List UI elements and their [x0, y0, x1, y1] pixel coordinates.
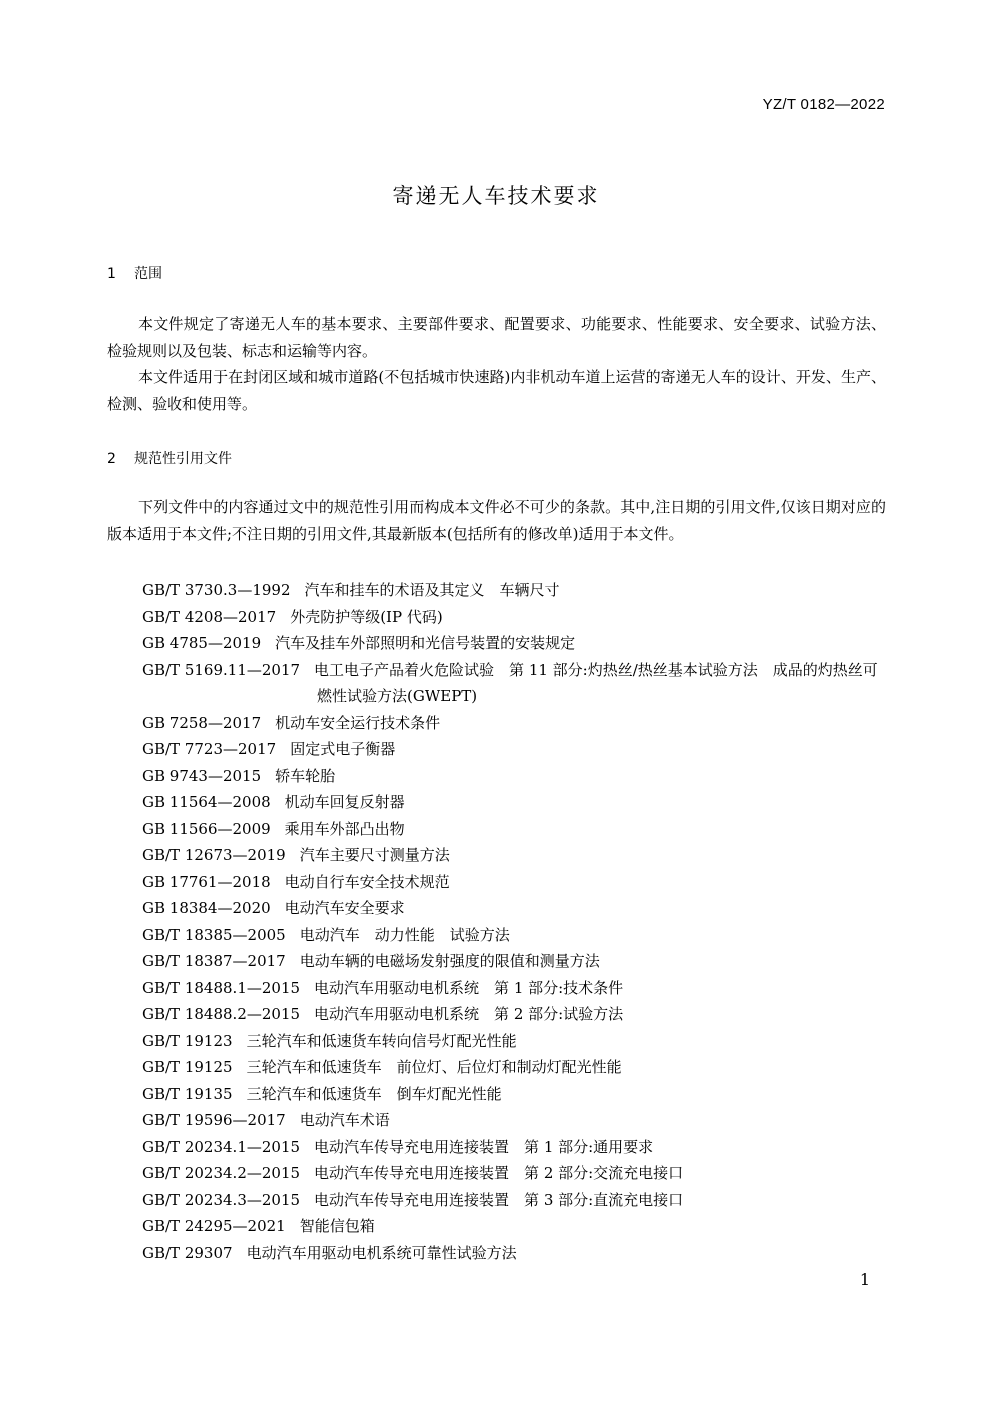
reference-code: GB 18384—2020 — [142, 899, 271, 917]
reference-title: 电动自行车安全技术规范 — [284, 872, 450, 891]
reference-item — [142, 1001, 886, 1028]
reference-title: 电动汽车用驱动电机系统 第 1 部分:技术条件 — [314, 978, 624, 997]
reference-title: 三轮汽车和低速货车 倒车灯配光性能 — [246, 1084, 502, 1103]
reference-item — [142, 1187, 886, 1214]
reference-item — [142, 975, 886, 1002]
reference-code: GB/T 18387—2017 — [142, 952, 286, 970]
reference-item — [142, 816, 886, 843]
scope-paragraph-1: 本文件规定了寄递无人车的基本要求、主要部件要求、配置要求、功能要求、性能要求、安全要求、试验方法、检验规则以及包装、标志和运输等内容。 — [107, 315, 886, 360]
references-intro-paragraph: 下列文件中的内容通过文中的规范性引用而构成本文件必不可少的条款。其中,注日期的引用文件,仅该日期对应的版本适用于本文件;不注日期的引用文件,其最新版本(包括所有的修改单)适用于本文件。 — [107, 498, 886, 543]
reference-code: GB/T 19596—2017 — [142, 1111, 286, 1129]
reference-item — [142, 763, 886, 790]
reference-item — [142, 842, 886, 869]
reference-item — [142, 630, 886, 657]
reference-item — [142, 1240, 886, 1267]
reference-code: GB/T 20234.1—2015 — [142, 1137, 301, 1156]
document-title: 寄递无人车技术要求 — [392, 184, 600, 208]
reference-title: 电动汽车用驱动电机系统可靠性试验方法 — [246, 1243, 517, 1262]
reference-title: 汽车主要尺寸测量方法 — [299, 846, 450, 864]
reference-code: GB/T 20234.3—2015 — [142, 1190, 301, 1209]
normative-references-list — [142, 577, 886, 1266]
section-heading-text: 范围 — [134, 266, 162, 282]
reference-item — [142, 1134, 886, 1161]
reference-title: 汽车和挂车的术语及其定义 车辆尺寸 — [304, 581, 560, 599]
reference-title: 固定式电子衡器 — [290, 740, 396, 758]
reference-title: 电动汽车 动力性能 试验方法 — [299, 925, 510, 944]
reference-code: GB 11564—2008 — [142, 793, 271, 811]
reference-item — [142, 922, 886, 949]
reference-code: GB/T 18488.1—2015 — [142, 978, 301, 997]
section-1-heading — [107, 263, 162, 283]
reference-code: GB/T 3730.3—1992 — [142, 581, 291, 599]
reference-item — [142, 1213, 886, 1240]
section-number: 1 — [107, 266, 116, 282]
scope-paragraph-2: 本文件适用于在封闭区域和城市道路(不包括城市快速路)内非机动车道上运营的寄递无人车的设计、开发、生产、检测、验收和使用等。 — [107, 368, 886, 413]
reference-item — [142, 789, 886, 816]
reference-item — [142, 869, 886, 896]
reference-title: 电动汽车传导充电用连接装置 第 3 部分:直流充电接口 — [314, 1190, 684, 1209]
reference-title: 电动汽车传导充电用连接装置 第 2 部分:交流充电接口 — [314, 1164, 684, 1182]
reference-item — [142, 1081, 886, 1108]
reference-title: 三轮汽车和低速货车转向信号灯配光性能 — [246, 1031, 517, 1050]
reference-title: 三轮汽车和低速货车 前位灯、后位灯和制动灯配光性能 — [246, 1058, 622, 1076]
reference-item — [142, 1107, 886, 1134]
reference-item — [142, 577, 886, 604]
reference-code: GB 17761—2018 — [142, 872, 271, 891]
reference-title: 电动汽车安全要求 — [284, 899, 405, 917]
reference-item — [142, 1054, 886, 1081]
reference-title: 电动车辆的电磁场发射强度的限值和测量方法 — [299, 952, 600, 970]
reference-code: GB 9743—2015 — [142, 766, 262, 785]
reference-title: 汽车及挂车外部照明和光信号装置的安装规定 — [275, 634, 576, 652]
reference-code: GB/T 19125 — [142, 1058, 233, 1076]
reference-item — [142, 710, 886, 737]
reference-code: GB/T 19123 — [142, 1031, 233, 1050]
reference-title: 机动车回复反射器 — [284, 793, 405, 811]
page-number: 1 — [859, 1270, 870, 1289]
reference-item — [142, 1160, 886, 1187]
reference-item — [142, 948, 886, 975]
reference-item — [142, 895, 886, 922]
reference-item — [142, 604, 886, 631]
reference-title: 外壳防护等级(IP 代码) — [290, 607, 443, 626]
reference-item — [142, 1028, 886, 1055]
reference-code: GB/T 29307 — [142, 1243, 233, 1262]
reference-item — [142, 657, 886, 710]
section-number: 2 — [107, 451, 116, 467]
reference-title: 电动汽车传导充电用连接装置 第 1 部分:通用要求 — [314, 1137, 654, 1156]
reference-code: GB 4785—2019 — [142, 634, 262, 652]
reference-title: 电动汽车用驱动电机系统 第 2 部分:试验方法 — [314, 1005, 624, 1023]
reference-code: GB/T 19135 — [142, 1084, 233, 1103]
reference-code: GB/T 12673—2019 — [142, 846, 286, 864]
reference-code: GB/T 20234.2—2015 — [142, 1164, 301, 1182]
reference-code: GB/T 5169.11—2017 — [142, 660, 301, 679]
reference-code: GB/T 24295—2021 — [142, 1217, 286, 1235]
reference-code: GB/T 4208—2017 — [142, 607, 277, 626]
reference-code: GB 11566—2009 — [142, 819, 271, 838]
section-heading-text: 规范性引用文件 — [134, 451, 232, 467]
document-code: YZ/T 0182—2022 — [762, 96, 885, 113]
reference-title: 乘用车外部凸出物 — [284, 819, 405, 838]
reference-title: 电工电子产品着火危险试验 第 11 部分:灼热丝/热丝基本试验方法 成品的灼热丝可燃性试验方法(GWEPT) — [314, 660, 878, 705]
reference-title: 智能信包箱 — [299, 1217, 375, 1235]
reference-title: 轿车轮胎 — [275, 766, 336, 785]
reference-code: GB/T 7723—2017 — [142, 740, 277, 758]
section-2-heading — [107, 448, 232, 468]
reference-code: GB/T 18385—2005 — [142, 925, 286, 944]
reference-code: GB 7258—2017 — [142, 713, 262, 732]
reference-title: 电动汽车术语 — [299, 1111, 390, 1129]
reference-code: GB/T 18488.2—2015 — [142, 1005, 301, 1023]
reference-item — [142, 736, 886, 763]
reference-title: 机动车安全运行技术条件 — [275, 713, 441, 732]
